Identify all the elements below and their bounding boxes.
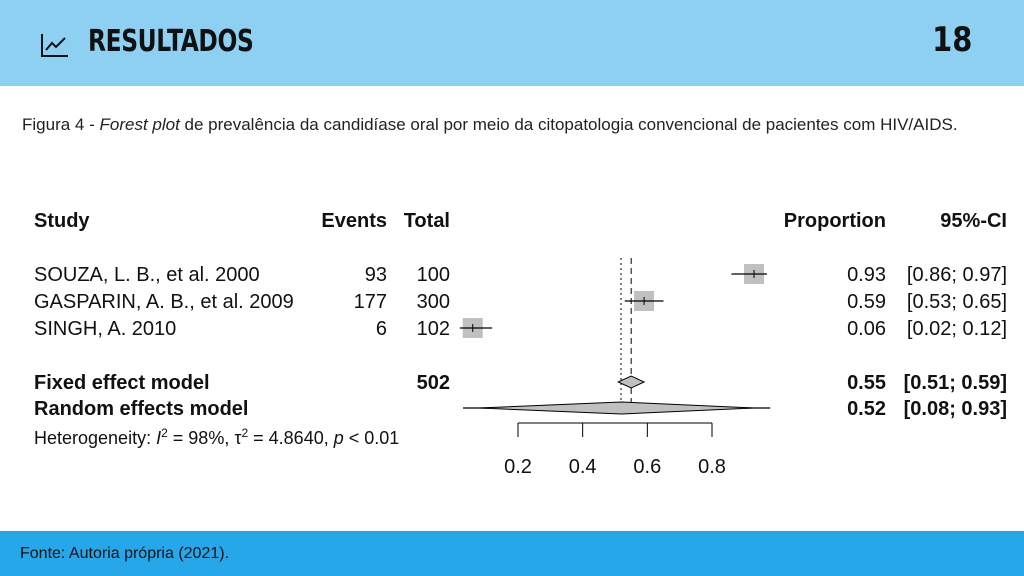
caption-prefix: Figura 4 - <box>22 115 100 134</box>
study-total: 300 <box>416 291 450 313</box>
study-proportion: 0.59 <box>847 291 886 313</box>
study-total: 102 <box>416 318 450 340</box>
random-effects-label: Random effects model <box>34 398 249 420</box>
study-proportion: 0.93 <box>847 264 886 286</box>
random-ci: [0.08; 0.93] <box>903 398 1007 420</box>
study-ci: [0.02; 0.12] <box>906 318 1007 340</box>
heterogeneity-part: 2 <box>161 426 168 440</box>
study-ci: [0.86; 0.97] <box>906 264 1007 286</box>
x-tick-label: 0.4 <box>568 456 597 478</box>
heterogeneity-part: = 98%, <box>167 428 235 448</box>
study-events: 177 <box>353 291 387 313</box>
heterogeneity-part: Heterogeneity: <box>34 428 157 448</box>
fixed-total: 502 <box>416 372 450 394</box>
study-name: GASPARIN, A. B., et al. 2009 <box>34 291 294 313</box>
heterogeneity-part: τ <box>234 428 242 448</box>
header-proportion: Proportion <box>783 210 886 232</box>
header-events: Events <box>321 210 387 232</box>
page-number: 18 <box>931 20 972 60</box>
study-events: 93 <box>364 264 387 286</box>
x-tick-label: 0.8 <box>698 456 726 478</box>
header-total: Total <box>403 210 450 232</box>
fixed-ci: [0.51; 0.59] <box>903 372 1007 394</box>
study-events: 6 <box>375 318 387 340</box>
figure-caption <box>22 113 962 137</box>
heterogeneity-part: p <box>333 428 344 448</box>
heterogeneity-part: = 4.8640, <box>248 428 334 448</box>
header-bar <box>0 0 1024 86</box>
x-tick-label: 0.6 <box>633 456 662 478</box>
random-diamond <box>479 402 754 414</box>
study-name: SOUZA, L. B., et al. 2000 <box>34 264 260 286</box>
header-study: Study <box>34 210 90 232</box>
heterogeneity-part: 2 <box>241 426 249 440</box>
heterogeneity-text <box>34 426 399 448</box>
trending-up-icon <box>40 32 70 58</box>
study-proportion: 0.06 <box>847 318 886 340</box>
caption-rest: de prevalência da candidíase oral por meio da citopatologia convencional de pacientes com HIV/AIDS. <box>179 115 958 134</box>
footer-bar <box>0 531 1024 576</box>
forest-plot <box>0 190 1024 490</box>
x-tick-label: 0.2 <box>504 456 532 478</box>
heterogeneity-part: < 0.01 <box>343 428 400 448</box>
study-name: SINGH, A. 2010 <box>34 318 177 340</box>
random-proportion: 0.52 <box>847 398 886 420</box>
fixed-proportion: 0.55 <box>847 372 886 394</box>
fixed-diamond <box>618 376 644 388</box>
header-ci: 95%-CI <box>940 210 1007 232</box>
study-ci: [0.53; 0.65] <box>906 291 1007 313</box>
heterogeneity-part: I <box>156 428 162 448</box>
page-title: RESULTADOS <box>88 24 254 59</box>
fixed-effect-label: Fixed effect model <box>34 372 210 394</box>
footer-source: Fonte: Autoria própria (2021). <box>20 545 230 562</box>
caption-italic: Forest plot <box>99 115 180 134</box>
study-total: 100 <box>416 264 450 286</box>
